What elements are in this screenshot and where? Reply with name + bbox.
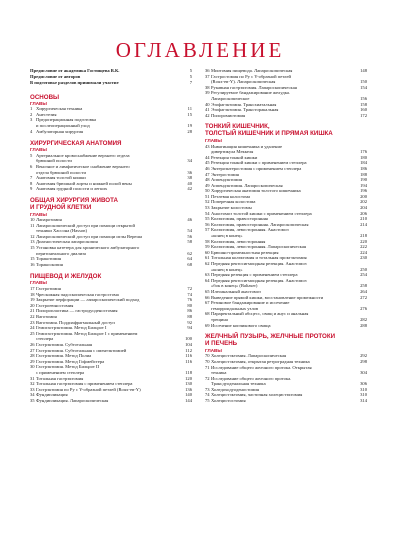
- chapter-title: Передняя ректосигмоидная резекция. Анастомоз: [211, 277, 307, 283]
- page-number: 34: [187, 158, 192, 164]
- chapter-title: Пилоропластика — гастродуоденостомия: [36, 308, 118, 314]
- page-number: 310: [360, 386, 367, 392]
- toc-right-column: [205, 68, 367, 404]
- chapter-title: Колэктомия, левосторонняя. Анастомоз: [211, 227, 289, 233]
- page-number: 36: [187, 169, 192, 175]
- chapter-title: Аппендэктомия. Лапароскопическая: [211, 182, 283, 188]
- section-heading: [30, 94, 192, 101]
- chapter-title: Фундипликация. Лапароскопическая: [36, 397, 109, 403]
- chapter-number: 56: [205, 221, 210, 227]
- chapter-number: 60: [205, 249, 210, 255]
- page-number: 156: [360, 95, 367, 101]
- chapter-title: Гастрэктомия по Ру с Y-образной петлей (Roux-en-Y): [36, 386, 141, 392]
- page-number: 64: [187, 256, 192, 262]
- chapter-number: 28: [30, 353, 35, 359]
- page-number: 148: [360, 68, 367, 73]
- chapter-title: (Roux-en-Y). Лапароскопическая: [211, 79, 276, 85]
- chapter-title: Трансдуоденальная техника: [211, 381, 266, 387]
- page-number: 92: [187, 319, 192, 325]
- page-number: 15: [187, 111, 192, 117]
- page-number: 7: [189, 80, 192, 86]
- chapter-title: Энтероэнтеростомия с применением степлера: [211, 165, 302, 171]
- chapter-title: техника: [211, 370, 227, 376]
- chapter-number: 30: [30, 364, 35, 370]
- toc-entry: [30, 129, 192, 135]
- page-number: 54: [187, 228, 192, 234]
- chapter-title: Тотальная гастрэктомия: [36, 375, 84, 381]
- page-number: 254: [360, 272, 367, 278]
- chapter-title: Гастрэктомия. Субтотальная с оментэктомией: [36, 347, 127, 353]
- chapter-title: Закрытие перфорации — лапароскопический подход: [36, 297, 140, 303]
- chapter-number: 18: [30, 291, 35, 297]
- page-number: 80: [187, 302, 192, 308]
- section-chapters-label: ГЛАВЫ: [30, 100, 47, 106]
- chapter-title: Пилоромиотомия: [211, 112, 246, 118]
- page-number: 38: [187, 175, 192, 181]
- chapter-title: Илеоанальный анастомоз: [211, 288, 261, 294]
- section-heading: [30, 198, 192, 212]
- chapter-number: 21: [30, 308, 35, 314]
- chapter-title: техники Хассона (Hasson): [36, 228, 87, 234]
- chapter-number: 36: [205, 68, 210, 73]
- section-heading: [205, 124, 367, 138]
- front-matter-title: В подготовке разделов принимали участие: [30, 80, 119, 86]
- page-number: 250: [360, 266, 367, 272]
- page-number: 292: [360, 353, 367, 359]
- chapter-title: Холедоходуоденостомия: [211, 386, 259, 392]
- section-heading: [30, 273, 192, 280]
- chapter-title: Резекция тонкой кишки: [211, 154, 258, 160]
- chapter-title: Торакотомия: [36, 256, 61, 262]
- page-number: 116: [185, 358, 192, 364]
- chapter-number: 53: [205, 205, 210, 211]
- chapter-title: Гастроеюностомия: [36, 302, 74, 308]
- chapter-title: трещина: [211, 316, 228, 322]
- page-number: 282: [360, 316, 367, 322]
- page-number: 118: [185, 369, 192, 375]
- chapter-title: Брюшно-промежностная резекция: [211, 249, 279, 255]
- chapter-number: 2: [30, 111, 33, 117]
- page-number: 120: [185, 375, 192, 381]
- chapter-title: Лапароскопическое: [211, 95, 250, 101]
- chapter-number: 24: [30, 325, 35, 331]
- page-number: 188: [360, 171, 367, 177]
- chapter-title: Выведение прямой кишки, восстановление промежности: [211, 294, 324, 300]
- section-chapters-label: ГЛАВЫ: [30, 147, 47, 153]
- chapter-title: Анестезия: [36, 111, 57, 117]
- page-number: 158: [360, 101, 367, 107]
- chapter-number: 35: [30, 397, 35, 403]
- chapter-title: Колэктомия, левосторонняя. Лапароскопическая: [211, 244, 307, 250]
- chapter-number: 25: [30, 330, 35, 336]
- chapter-title: Миотомия пищевода. Лапароскопическая: [211, 68, 293, 73]
- chapter-number: 26: [30, 341, 35, 347]
- chapter-number: 63: [205, 272, 210, 278]
- toc-entry: [205, 113, 367, 119]
- chapter-title: «конец в конец»: [211, 233, 243, 239]
- chapter-number: 42: [205, 112, 210, 118]
- chapter-title: Холецистэктомия, открытая ретроградная техника: [211, 358, 310, 364]
- page-number: 276: [360, 305, 367, 311]
- chapter-title: Торакоскопия: [36, 261, 63, 267]
- chapter-title: Анатомия толстой кишки: [36, 175, 86, 181]
- chapter-number: 55: [205, 216, 210, 222]
- chapter-number: 61: [205, 255, 210, 261]
- chapter-title: Установка катетера для хронического амбулаторного: [36, 245, 140, 251]
- chapter-number: 12: [30, 233, 35, 239]
- page-number: 58: [187, 239, 192, 245]
- page-number: 304: [360, 370, 367, 376]
- chapter-number: 48: [205, 177, 210, 183]
- page-number: 46: [187, 217, 192, 223]
- chapter-number: 57: [205, 227, 210, 233]
- section-heading-line: ПИЩЕВОД И ЖЕЛУДОК: [30, 273, 102, 281]
- page-number: 112: [185, 347, 192, 353]
- chapter-title: Колэктомия, правосторонняя. Лапароскопическая: [211, 221, 309, 227]
- page-number: 154: [360, 84, 367, 90]
- page-number: 190: [360, 177, 367, 183]
- chapter-number: 73: [205, 386, 210, 392]
- chapter-title: Гастротомия: [36, 286, 61, 292]
- page-number: 28: [187, 128, 192, 134]
- chapter-title: Тотальная колэктомия и тотальная проктэктомия: [211, 255, 307, 261]
- chapter-title: Передняя резекция с применением степлера: [211, 272, 298, 278]
- chapter-title: Амбулаторная хирургия: [36, 128, 84, 134]
- page-number: 306: [360, 381, 367, 387]
- chapter-title: «бок в конец» (Baltaser): [211, 283, 258, 289]
- page-number: 206: [360, 210, 367, 216]
- chapter-number: 1: [30, 106, 33, 112]
- chapter-title: Гастрэктомия. Метод Бильрот II: [36, 364, 100, 370]
- page-number: 202: [360, 199, 367, 205]
- chapter-title: Анатомия брюшной аорты и нижней полой вены: [36, 180, 132, 186]
- chapter-title: Лапароскопический доступ при помощи открытой: [36, 222, 135, 228]
- chapter-title: Гастрэктомия. Субтотальная: [36, 341, 93, 347]
- chapter-title: степлера: [36, 336, 54, 342]
- chapter-number: 70: [205, 353, 210, 359]
- chapter-number: 34: [30, 392, 35, 398]
- chapter-number: 62: [205, 261, 210, 266]
- page-number: 214: [360, 221, 367, 227]
- chapter-title: и послеоперационный уход: [36, 122, 90, 128]
- chapter-number: 4: [30, 128, 33, 134]
- chapter-title: брюшной полости: [36, 158, 72, 164]
- section-heading: [205, 334, 367, 348]
- chapter-title: Петлевая колостома: [211, 193, 251, 199]
- page-number: 160: [360, 107, 367, 113]
- page-number: 100: [185, 336, 192, 342]
- chapter-number: 44: [205, 154, 210, 160]
- front-matter-entry: [30, 80, 192, 86]
- toc-left-column: [30, 68, 192, 404]
- chapter-title: Колэктомия, левосторонняя: [211, 238, 266, 244]
- page-number: 184: [360, 160, 367, 166]
- chapter-title: Параректальный абсцесс, свищ и анус и анальная: [211, 311, 309, 317]
- chapter-title: Гастростомия по Ру с Y-образной петлей: [211, 73, 291, 79]
- chapter-title: Хирургическая техника: [36, 106, 83, 112]
- chapter-number: 33: [30, 386, 35, 392]
- chapter-number: 49: [205, 182, 210, 188]
- chapter-number: 8: [30, 180, 33, 186]
- page-number: 180: [360, 154, 367, 160]
- chapter-title: Гастрэктомия. Метод Гофмейстера: [36, 358, 105, 364]
- page-number: 62: [187, 250, 192, 256]
- chapter-number: 69: [205, 322, 210, 328]
- chapter-title: Исследование общего желчного протока. Открытая: [211, 364, 312, 370]
- chapter-title: Поперечная колостома: [211, 199, 256, 205]
- chapter-number: 6: [30, 163, 33, 169]
- chapter-title: геморроидальных узлов: [211, 305, 259, 311]
- chapter-number: 54: [205, 210, 210, 216]
- chapter-number: 74: [205, 392, 210, 398]
- section-chapters-label: ГЛАВЫ: [30, 211, 47, 217]
- page-number: 88: [187, 314, 192, 320]
- toc-entry: [30, 262, 192, 268]
- section-heading: [30, 140, 192, 147]
- page-number: 144: [185, 397, 192, 403]
- section-heading-line: И ГРУДНОЙ КЛЕТКИ: [30, 203, 92, 211]
- chapter-number: 31: [30, 375, 35, 381]
- section-heading-line: ТОНКИЙ КИШЕЧНИК,: [205, 123, 270, 131]
- chapter-title: Иссечение копчикового свища: [211, 322, 271, 328]
- toc-entry: [205, 398, 367, 404]
- chapter-title: Холецистостомия: [211, 398, 246, 404]
- page-number: 76: [187, 297, 192, 303]
- section-heading-line: ОБЩАЯ ХИРУРГИЯ ЖИВОТА: [30, 196, 118, 204]
- toc-title: ОГЛАВЛЕНИЕ: [115, 38, 285, 62]
- chapter-title: Лапаротомия: [36, 217, 62, 223]
- chapter-number: 27: [30, 347, 35, 353]
- chapter-number: 3: [30, 117, 33, 123]
- chapter-title: Диагностическая лапароскопия: [36, 239, 98, 245]
- chapter-number: 64: [205, 277, 210, 283]
- chapter-number: 46: [205, 165, 210, 171]
- chapter-title: Венозное и лимфатическое снабжение верхнего: [36, 163, 130, 169]
- section-heading-line: ЖЕЛЧНЫЙ ПУЗЫРЬ, ЖЕЛЧНЫЕ ПРОТОКИ: [205, 333, 336, 341]
- page-number: 150: [360, 79, 367, 85]
- chapter-title: Аппендэктомия: [211, 177, 242, 183]
- chapter-title: Тотальная гастрэктомия с применением степлера: [36, 381, 133, 387]
- chapter-number: 72: [205, 375, 210, 381]
- chapter-title: Резекция тонкой кишки с применением степлера: [211, 160, 307, 166]
- chapter-number: 51: [205, 193, 210, 199]
- chapter-number: 37: [205, 73, 210, 79]
- chapter-title: дивертикула Меккеля: [211, 149, 254, 155]
- chapter-title: Исследование общего желчного протока.: [211, 375, 292, 381]
- chapter-title: Артериальное кровоснабжение верхнего отдела: [36, 152, 130, 158]
- chapter-number: 5: [30, 152, 33, 158]
- page-number: 19: [187, 122, 192, 128]
- chapter-number: 47: [205, 171, 210, 177]
- page-number: 42: [187, 186, 192, 192]
- chapter-number: 59: [205, 244, 210, 250]
- chapter-title: Ваготомия: [36, 314, 57, 320]
- chapter-title: Анастомоз толстой кишки с применением степлера: [211, 210, 312, 216]
- page-number: 298: [360, 358, 367, 364]
- chapter-title: Анатомия грудной полости и легких: [36, 186, 108, 192]
- section-heading-line: ХИРУРГИЧЕСКАЯ АНАТОМИЯ: [30, 140, 122, 148]
- chapter-number: 16: [30, 261, 35, 267]
- chapter-number: 32: [30, 381, 35, 387]
- page-number: 56: [187, 233, 192, 239]
- page-number: 104: [185, 341, 192, 347]
- toc-entry: [30, 398, 192, 404]
- chapter-number: 19: [30, 297, 35, 303]
- page-number: 172: [360, 112, 367, 118]
- chapter-number: 15: [30, 245, 35, 251]
- page-number: 218: [360, 233, 367, 239]
- chapter-number: 68: [205, 311, 210, 317]
- chapter-title: Резиновое бандажирование и иссечение: [211, 300, 290, 306]
- chapter-title: Гастрэктомия. Метод Полиа: [36, 353, 92, 359]
- section-chapters-label: ГЛАВЫ: [205, 347, 222, 353]
- chapter-number: 65: [205, 288, 210, 294]
- chapter-title: Эзофагэктомия. Трансхиатальная: [211, 101, 277, 107]
- chapter-title: отдела брюшной полости: [36, 169, 86, 175]
- chapter-number: 50: [205, 188, 210, 194]
- page-number: 310: [360, 392, 367, 398]
- chapter-number: 13: [30, 239, 35, 245]
- chapter-number: 17: [30, 286, 35, 292]
- chapter-title: Эзофагэктомия. Трансторакальная: [211, 107, 279, 113]
- page-number: 140: [185, 392, 192, 398]
- page-number: 5: [189, 68, 192, 73]
- front-matter-title: Предисловие от академика Гостищева В.К.: [30, 68, 120, 73]
- section-heading-line: И ПЕЧЕНЬ: [205, 339, 238, 347]
- chapter-number: 67: [205, 300, 210, 306]
- page-number: 40: [187, 180, 192, 186]
- chapter-number: 52: [205, 199, 210, 205]
- chapter-number: 75: [205, 398, 210, 404]
- chapter-number: 71: [205, 364, 210, 370]
- section-heading-line: ОСНОВЫ: [30, 93, 60, 101]
- front-matter-title: Предисловие от авторов: [30, 74, 81, 80]
- chapter-number: 43: [205, 143, 210, 149]
- chapter-title: Закрытие колостомы: [211, 205, 252, 211]
- chapter-number: 66: [205, 294, 210, 300]
- chapter-title: Регулируемое бандажирование желудка.: [211, 90, 291, 96]
- page-number: 230: [360, 255, 367, 261]
- page-number: 210: [360, 216, 367, 222]
- page-number: 264: [360, 288, 367, 294]
- page-number: 288: [360, 322, 367, 328]
- chapter-title: с применением степлера: [36, 369, 85, 375]
- page-number: 94: [187, 325, 192, 331]
- chapter-title: Хирургическая анатомия толстого кишечника: [211, 188, 301, 194]
- chapter-number: 70: [205, 358, 210, 364]
- chapter-title: Предоперационная подготовка: [36, 117, 97, 123]
- chapter-number: 10: [30, 217, 35, 223]
- chapter-number: 39: [205, 90, 210, 96]
- page-number: 68: [187, 261, 192, 267]
- page-number: 314: [360, 398, 367, 404]
- section-heading-line: ТОЛСТЫЙ КИШЕЧНИК И ПРЯМАЯ КИШКА: [205, 130, 333, 138]
- page-number: 5: [189, 74, 192, 80]
- page-number: 176: [360, 149, 367, 155]
- chapter-number: 40: [205, 101, 210, 107]
- chapter-number: 23: [30, 319, 35, 325]
- chapter-number: 22: [30, 314, 35, 320]
- chapter-number: 38: [205, 84, 210, 90]
- chapter-number: 7: [30, 175, 33, 181]
- chapter-number: 15: [30, 256, 35, 262]
- page-number: 224: [360, 249, 367, 255]
- chapter-title: Холецистэктомия. Лапароскопическая: [211, 353, 287, 359]
- page-number: 204: [360, 205, 367, 211]
- section-chapters-label: ГЛАВЫ: [30, 280, 47, 286]
- page-number: 130: [185, 381, 192, 387]
- chapter-title: Передняя ректосигмоидная резекция. Анастомоз: [211, 261, 307, 266]
- chapter-title: Энтеростомия: [211, 171, 239, 177]
- toc-entry: [30, 186, 192, 192]
- chapter-number: 29: [30, 358, 35, 364]
- page-number: 136: [185, 386, 192, 392]
- page-number: 220: [360, 238, 367, 244]
- chapter-title: Колэктомия, правосторонняя: [211, 216, 268, 222]
- chapter-number: 20: [30, 302, 35, 308]
- chapter-number: 11: [30, 222, 35, 228]
- page-number: 272: [360, 294, 367, 300]
- page-number: 11: [187, 106, 192, 112]
- page-number: 186: [360, 165, 367, 171]
- chapter-title: Лапароскопический доступ при помощи иглы Вереша: [36, 233, 143, 239]
- page-number: 196: [360, 188, 367, 194]
- page-number: 258: [360, 283, 367, 289]
- chapter-title: Рукавная гастрэктомия. Лапароскопическая: [211, 84, 297, 90]
- chapter-title: Холецистэктомия, частичная холецистэктомия: [211, 392, 303, 398]
- section-chapters-label: ГЛАВЫ: [205, 137, 222, 143]
- chapter-title: Гемигастрэктомия. Метод Бильрот I: [36, 325, 107, 331]
- chapter-number: 41: [205, 107, 210, 113]
- toc-entry: [205, 323, 367, 329]
- chapter-number: 58: [205, 238, 210, 244]
- chapter-title: Инвагинация кишечника и удаление: [211, 143, 282, 149]
- page-number: 222: [360, 244, 367, 250]
- chapter-title: Ваготомия. Поддиафрагмальный доступ: [36, 319, 115, 325]
- page-number: 74: [187, 291, 192, 297]
- chapter-number: 45: [205, 160, 210, 166]
- page-number: 194: [360, 182, 367, 188]
- chapter-title: Чрескожная эндоскопическая гастростома: [36, 291, 119, 297]
- chapter-title: Гемигастрэктомия. Метод Бильрот I с применением: [36, 330, 138, 336]
- page-number: 86: [187, 308, 192, 314]
- chapter-title: перитонеального диализа: [36, 250, 86, 256]
- chapter-title: «конец в конец»: [211, 266, 243, 272]
- chapter-number: 9: [30, 186, 33, 192]
- chapter-title: Фундипликация: [36, 392, 68, 398]
- page-number: 200: [360, 193, 367, 199]
- page-number: 116: [185, 353, 192, 359]
- page-number: 72: [187, 286, 192, 292]
